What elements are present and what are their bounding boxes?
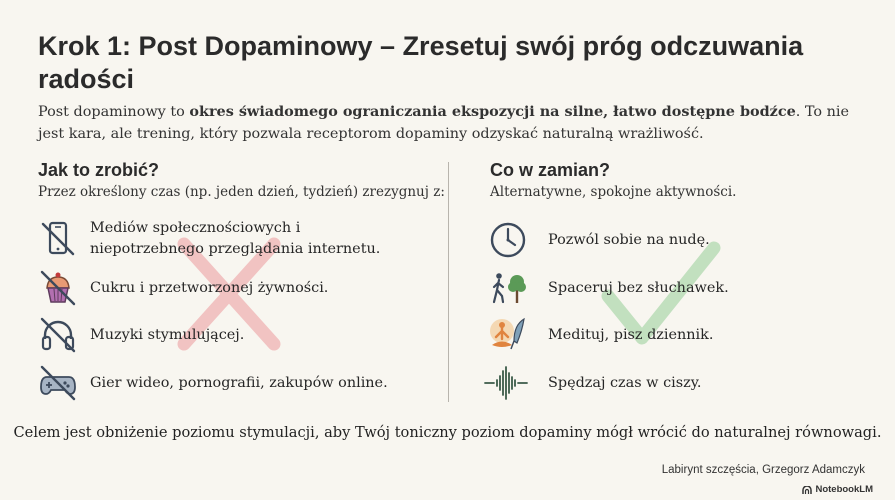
no-gamepad-icon bbox=[38, 363, 78, 403]
page-title: Krok 1: Post Dopaminowy – Zresetuj swój próg odczuwania radości bbox=[38, 31, 804, 94]
right-item-boredom bbox=[488, 220, 710, 260]
source-credit: Labirynt szczęścia, Grzegorz Adamczyk bbox=[661, 464, 865, 476]
left-heading: Jak to zrobić? bbox=[38, 160, 160, 180]
right-item-text: Pozwól sobie na nudę. bbox=[548, 231, 710, 248]
right-item-text: Spędzaj czas w ciszy. bbox=[548, 374, 702, 391]
left-item-text: Muzyki stymulującej. bbox=[90, 326, 245, 343]
intro-text-start: Post dopaminowy to bbox=[38, 104, 190, 120]
no-phone-icon bbox=[38, 219, 78, 259]
walker-tree-icon bbox=[488, 268, 528, 308]
left-item-games bbox=[38, 363, 388, 403]
no-headphones-icon bbox=[38, 315, 78, 355]
left-item-text: Gier wideo, pornografii, zakupów online. bbox=[90, 374, 388, 391]
meditation-feather-icon bbox=[488, 315, 528, 355]
right-item-text: Medituj, pisz dziennik. bbox=[548, 326, 714, 343]
left-item-music bbox=[38, 315, 244, 355]
notebooklm-icon bbox=[802, 486, 812, 494]
right-item-walk bbox=[488, 268, 729, 308]
summary-text: Celem jest obniżenie poziomu stymulacji, aby Twój toniczny poziom dopaminy mógł wrócić do naturalnej równowagi. bbox=[13, 424, 882, 441]
right-item-text: Spaceruj bez słuchawek. bbox=[548, 279, 729, 296]
intro-text-bold: okres świadomego ograniczania ekspozycji na silne, łatwo dostępne bodźce bbox=[189, 103, 796, 120]
left-item-text: Cukru i przetworzonej żywności. bbox=[90, 279, 329, 296]
brand-name: NotebookLM bbox=[815, 484, 873, 495]
intro-text-end: . To nie jest kara, ale trening, który pozwala receptorom dopaminy odzyskać naturalną wrażliwość. bbox=[38, 104, 850, 142]
clock-icon bbox=[488, 220, 528, 260]
intro-paragraph bbox=[38, 101, 868, 145]
right-heading: Co w zamian? bbox=[490, 160, 611, 180]
brand-logo bbox=[802, 484, 873, 495]
right-subheading: Alternatywne, spokojne aktywności. bbox=[490, 184, 737, 200]
right-item-silence bbox=[484, 363, 702, 403]
left-item-sugar bbox=[38, 268, 328, 308]
sound-wave-icon bbox=[484, 363, 528, 403]
left-subheading: Przez określony czas (np. jeden dzień, tydzień) zrezygnuj z: bbox=[38, 184, 445, 200]
column-divider bbox=[448, 162, 449, 402]
right-item-meditate bbox=[488, 315, 713, 355]
no-cupcake-icon bbox=[38, 268, 78, 308]
left-item-text: Mediów społecznościowych i niepotrzebnego przeglądania internetu. bbox=[90, 220, 381, 257]
left-item-social-media bbox=[38, 218, 410, 260]
